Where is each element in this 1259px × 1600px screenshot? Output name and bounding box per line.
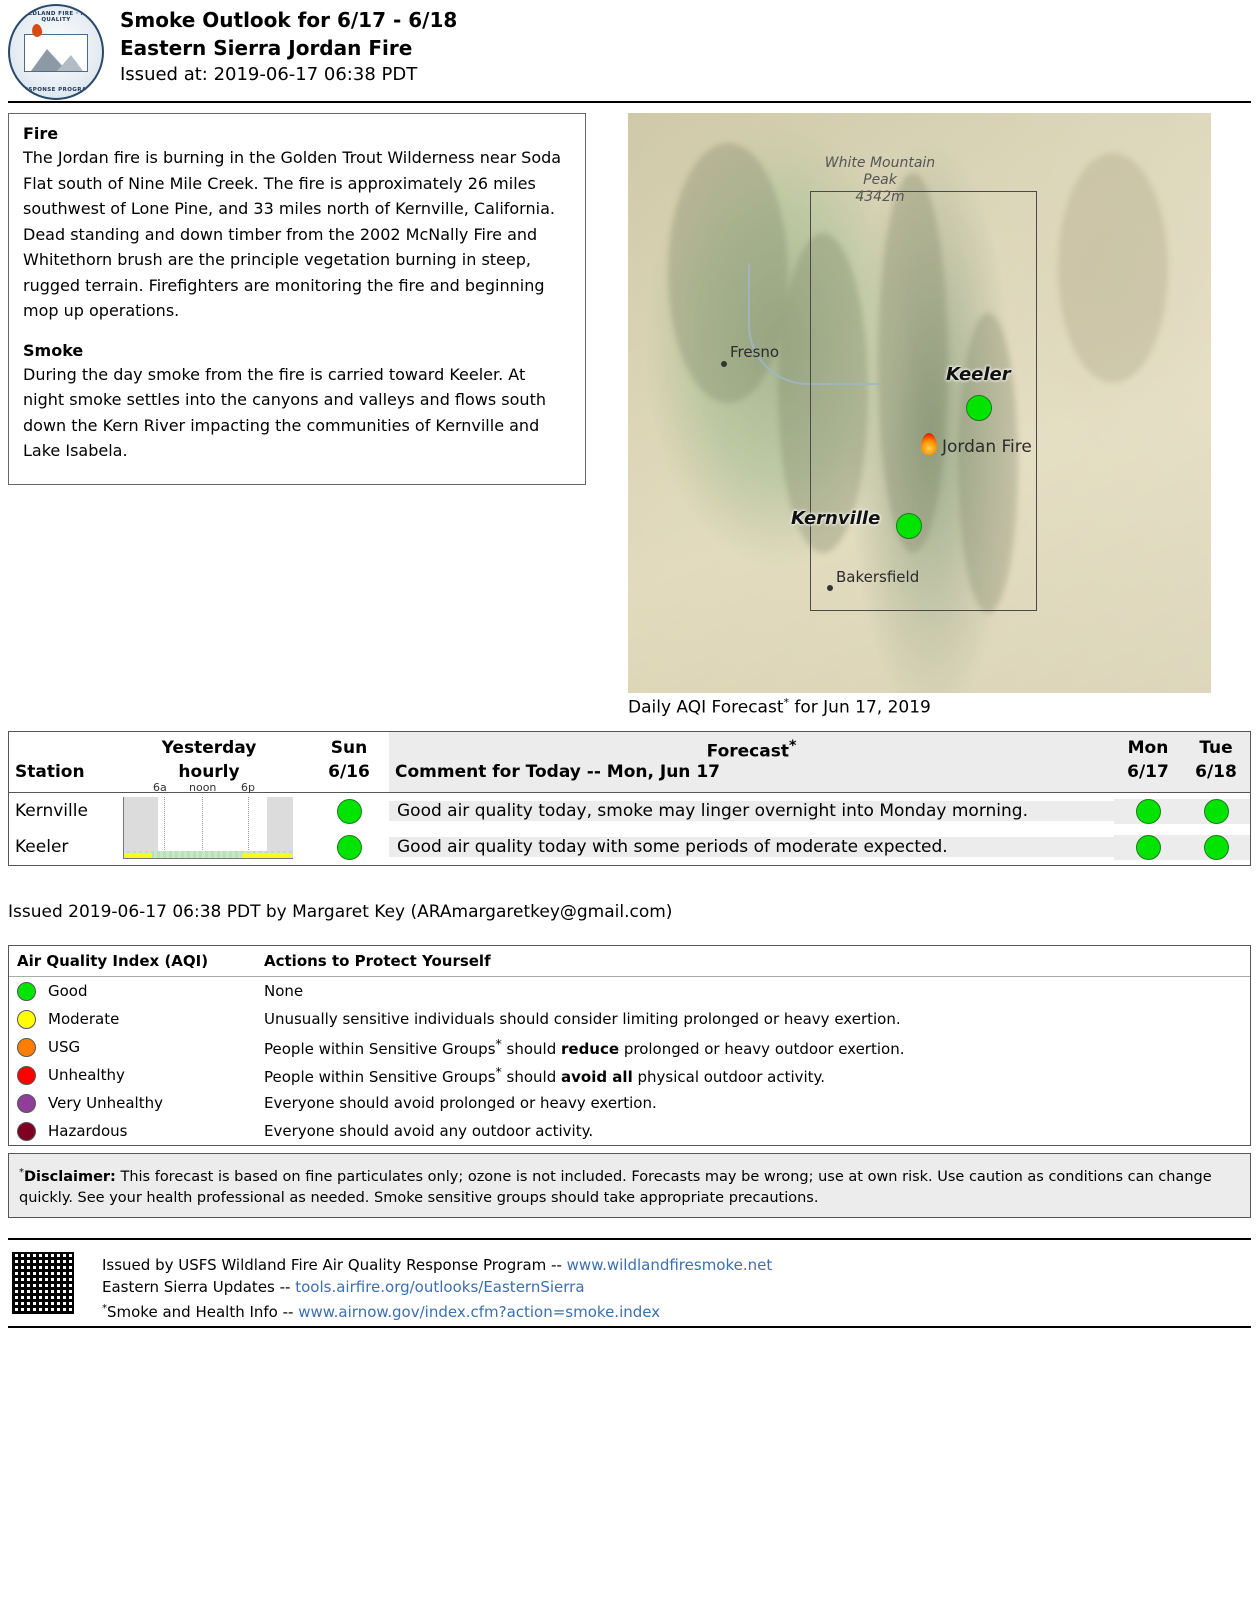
legend-action: Everyone should avoid any outdoor activity. xyxy=(264,1122,594,1140)
aqi-dot-cell xyxy=(1114,799,1182,824)
footer-line-2-text: Eastern Sierra Updates -- xyxy=(102,1278,296,1296)
header-col-comment xyxy=(389,732,1114,792)
legend-label-cell xyxy=(9,1038,264,1057)
legend-action-pre: People within Sensitive Groups xyxy=(264,1068,496,1086)
header-comment-label: Comment for Today -- Mon, Jun 17 xyxy=(395,762,720,782)
wfaqrp-logo xyxy=(8,4,104,100)
status-badge-sun xyxy=(337,799,362,824)
issued-at: Issued at: 2019-06-17 06:38 PDT xyxy=(120,64,418,85)
sparkline-keeler xyxy=(109,829,309,865)
row-comment: Good air quality today, smoke may linger overnight into Monday morning. xyxy=(389,801,1114,821)
legend-label-cell xyxy=(9,1122,264,1141)
sparkline-plot xyxy=(123,819,293,859)
map-caption-rest: for Jun 17, 2019 xyxy=(788,697,931,718)
city-dot-fresno xyxy=(721,361,727,367)
aqi-swatch-usg xyxy=(17,1038,36,1057)
map-label-fresno: Fresno xyxy=(730,343,780,361)
aqi-dot-cell xyxy=(309,835,389,860)
map-terrain xyxy=(628,113,1211,693)
legend-action-mid: should xyxy=(501,1068,561,1086)
aqi-swatch-hazardous xyxy=(17,1122,36,1141)
row-mon-aqi xyxy=(1114,835,1182,860)
forecast-table-body xyxy=(9,781,1250,865)
legend-action-post: physical outdoor activity. xyxy=(632,1068,826,1086)
smoke-text: During the day smoke from the fire is carried toward Keeler. At night smoke settles into the canyons and valleys and flows south down the Kern River impacting the communities of Kernville and Lake Isabela. xyxy=(23,364,546,460)
map-caption-main: Daily AQI Forecast xyxy=(628,697,784,718)
row-tue-aqi xyxy=(1182,799,1250,824)
legend-label: Very Unhealthy xyxy=(48,1094,163,1112)
aqi-dot-cell xyxy=(1114,835,1182,860)
header-forecast-text: Forecast xyxy=(706,741,789,762)
legend-header-actions: Actions to Protect Yourself xyxy=(264,952,491,970)
sparkline-time-labels xyxy=(123,781,293,795)
legend-label: Unhealthy xyxy=(48,1066,125,1084)
legend-row-good xyxy=(9,977,1250,1005)
logo-top-text: WILDLAND FIRE · AIR QUALITY xyxy=(19,11,93,23)
aqi-legend-table xyxy=(8,945,1251,1146)
row-mon-aqi xyxy=(1114,799,1182,824)
legend-label-cell xyxy=(9,982,264,1001)
legend-header-row xyxy=(9,946,1250,977)
row-station-name: Kernville xyxy=(15,801,88,821)
footer-links-block xyxy=(102,1254,772,1323)
header-col-sun xyxy=(309,732,389,792)
header-forecast-label xyxy=(395,738,1108,762)
link-airnow-smoke-info[interactable]: www.airnow.gov/index.cfm?action=smoke.index xyxy=(298,1303,661,1321)
legend-action xyxy=(264,1064,1250,1086)
peak-name-2: Peak xyxy=(863,172,897,188)
legend-action xyxy=(264,1036,1250,1058)
row-tue-aqi xyxy=(1182,835,1250,860)
spark-label-noon: noon xyxy=(189,781,217,794)
legend-action-asterisk: * xyxy=(495,1036,502,1051)
legend-label-cell xyxy=(9,1010,264,1029)
header-yesterday-label: Yesterday xyxy=(161,738,257,758)
legend-action-mid: should xyxy=(501,1040,561,1058)
map-label-keeler: Keeler xyxy=(946,364,1011,385)
disclaimer-bold-label: Disclaimer: xyxy=(24,1168,116,1185)
aqi-dot-keeler xyxy=(966,395,992,421)
footer-line-1-text: Issued by USFS Wildland Fire Air Quality Response Program -- xyxy=(102,1256,567,1274)
aqi-dot-cell xyxy=(1182,835,1250,860)
header-station-blank xyxy=(15,738,103,762)
legend-row-moderate xyxy=(9,1005,1250,1033)
area-of-interest-box xyxy=(810,191,1037,611)
narrative-box xyxy=(8,113,586,485)
header-sun-date: 6/16 xyxy=(328,762,370,782)
legend-action-pre: People within Sensitive Groups xyxy=(264,1040,496,1058)
legend-action-bold: reduce xyxy=(561,1040,620,1058)
aqi-swatch-moderate xyxy=(17,1010,36,1029)
map-label-jordan-fire: Jordan Fire xyxy=(942,437,1032,457)
status-badge-tue xyxy=(1204,835,1229,860)
legend-row-usg xyxy=(9,1033,1250,1061)
legend-action: None xyxy=(264,982,304,1000)
map-caption xyxy=(628,696,931,718)
row-sun-aqi xyxy=(309,799,389,824)
pm-series-moderate xyxy=(124,853,152,858)
legend-action: Unusually sensitive individuals should consider limiting prolonged or heavy exertion. xyxy=(264,1010,901,1028)
header-divider xyxy=(8,101,1251,103)
peak-elevation: 4342m xyxy=(855,189,905,205)
header-mon-date: 6/17 xyxy=(1127,762,1169,782)
table-row xyxy=(9,829,1250,865)
row-hourly-sparkline xyxy=(109,829,309,865)
aqi-swatch-very-unhealthy xyxy=(17,1094,36,1113)
map-label-bakersfield: Bakersfield xyxy=(836,568,920,586)
qr-code-icon xyxy=(12,1252,74,1314)
terrain-ridge xyxy=(1058,153,1168,383)
header-tue-label: Tue xyxy=(1199,738,1233,758)
disclaimer-asterisk: * xyxy=(19,1167,24,1178)
fire-heading: Fire xyxy=(23,124,59,143)
legend-label: Good xyxy=(48,982,88,1000)
legend-header-aqi: Air Quality Index (AQI) xyxy=(17,952,209,970)
footer-line-3 xyxy=(102,1298,772,1323)
city-dot-bakersfield xyxy=(827,585,833,591)
map-caption-asterisk: * xyxy=(783,696,789,709)
row-sun-aqi xyxy=(309,835,389,860)
header-sun-label: Sun xyxy=(330,738,368,758)
legend-action-bold: avoid all xyxy=(561,1068,633,1086)
fire-icon-jordan-fire xyxy=(921,433,937,455)
peak-name: White Mountain xyxy=(824,155,936,171)
legend-row-very-unhealthy xyxy=(9,1089,1250,1117)
pm-series-moderate xyxy=(242,853,292,858)
legend-row-hazardous xyxy=(9,1117,1250,1145)
header-station-label: Station xyxy=(15,762,85,782)
header-col-tue xyxy=(1182,732,1250,792)
narrative-gap xyxy=(23,324,571,341)
aqi-dot-kernville xyxy=(896,513,922,539)
header-tue-date: 6/18 xyxy=(1195,762,1237,782)
aqi-dot-cell xyxy=(309,799,389,824)
spark-label-6p: 6p xyxy=(241,781,255,794)
footer-divider-bottom xyxy=(8,1326,1251,1328)
row-station-name: Keeler xyxy=(15,837,69,857)
disclaimer-box xyxy=(8,1153,1251,1218)
legend-label: USG xyxy=(48,1038,81,1056)
spark-label-6a: 6a xyxy=(153,781,167,794)
footer-line-3-asterisk: * xyxy=(102,1303,107,1314)
logo-bottom-text: RESPONSE PROGRAM xyxy=(19,87,93,93)
forecast-table xyxy=(8,731,1251,866)
aqi-swatch-good xyxy=(17,982,36,1001)
page-footer xyxy=(8,1246,1251,1321)
map-label-kernville: Kernville xyxy=(791,508,881,529)
page-subtitle: Eastern Sierra Jordan Fire xyxy=(120,36,413,60)
header-col-mon xyxy=(1114,732,1182,792)
mountain-icon xyxy=(24,34,88,72)
link-wildlandfiresmoke[interactable]: www.wildlandfiresmoke.net xyxy=(566,1256,773,1274)
aqi-swatch-unhealthy xyxy=(17,1066,36,1085)
status-badge-mon xyxy=(1136,835,1161,860)
legend-label: Moderate xyxy=(48,1010,120,1028)
status-badge-sun xyxy=(337,835,362,860)
legend-label: Hazardous xyxy=(48,1122,128,1140)
footer-line-2 xyxy=(102,1276,772,1298)
footer-line-1 xyxy=(102,1254,772,1276)
header-mon-label: Mon xyxy=(1127,738,1169,758)
header-col-station xyxy=(9,732,109,792)
page-title: Smoke Outlook for 6/17 - 6/18 xyxy=(120,8,458,32)
legend-label-cell xyxy=(9,1066,264,1085)
smoke-heading: Smoke xyxy=(23,340,84,360)
issued-by-line: Issued 2019-06-17 06:38 PDT by Margaret Key (ARAmargaretkey@gmail.com) xyxy=(8,902,673,922)
link-eastern-sierra-updates[interactable]: tools.airfire.org/outlooks/EasternSierra xyxy=(295,1278,585,1296)
status-badge-tue xyxy=(1204,799,1229,824)
footer-divider-top xyxy=(8,1238,1251,1240)
header-hourly-label: hourly xyxy=(178,762,240,782)
header-text-block xyxy=(120,4,457,88)
map-label-white-mountain-peak xyxy=(810,155,950,206)
fire-text: The Jordan fire is burning in the Golden Trout Wilderness near Soda Flat south of Nine Mile Creek. The fire is approximately 26 miles southwest of Lone Pine, and 33 miles north of Kernville, California. Dead standing and down timber from the 2002 McNally Fire and Whitethorn brush are the principle vegetation burning in steep, rugged terrain. Firefighters are monitoring the fire and beginning mop up operations. xyxy=(23,148,562,320)
page-header xyxy=(8,4,1251,100)
legend-action-post: prolonged or heavy outdoor exertion. xyxy=(619,1040,905,1058)
legend-row-unhealthy xyxy=(9,1061,1250,1089)
aqi-map xyxy=(628,113,1211,693)
row-comment: Good air quality today with some periods of moderate expected. xyxy=(389,837,1114,857)
aqi-dot-cell xyxy=(1182,799,1250,824)
legend-action-asterisk: * xyxy=(495,1064,502,1079)
status-badge-mon xyxy=(1136,799,1161,824)
legend-action: Everyone should avoid prolonged or heavy exertion. xyxy=(264,1094,657,1112)
footer-line-3-text: Smoke and Health Info -- xyxy=(107,1303,299,1321)
header-forecast-asterisk: * xyxy=(788,738,797,754)
legend-label-cell xyxy=(9,1094,264,1113)
disclaimer-text: This forecast is based on fine particulates only; ozone is not included. Forecasts may be wrong; use at own risk. Use caution as conditions can change quickly. See your health professional as needed. Smoke sensitive groups should take appropriate precautions. xyxy=(19,1168,1212,1206)
